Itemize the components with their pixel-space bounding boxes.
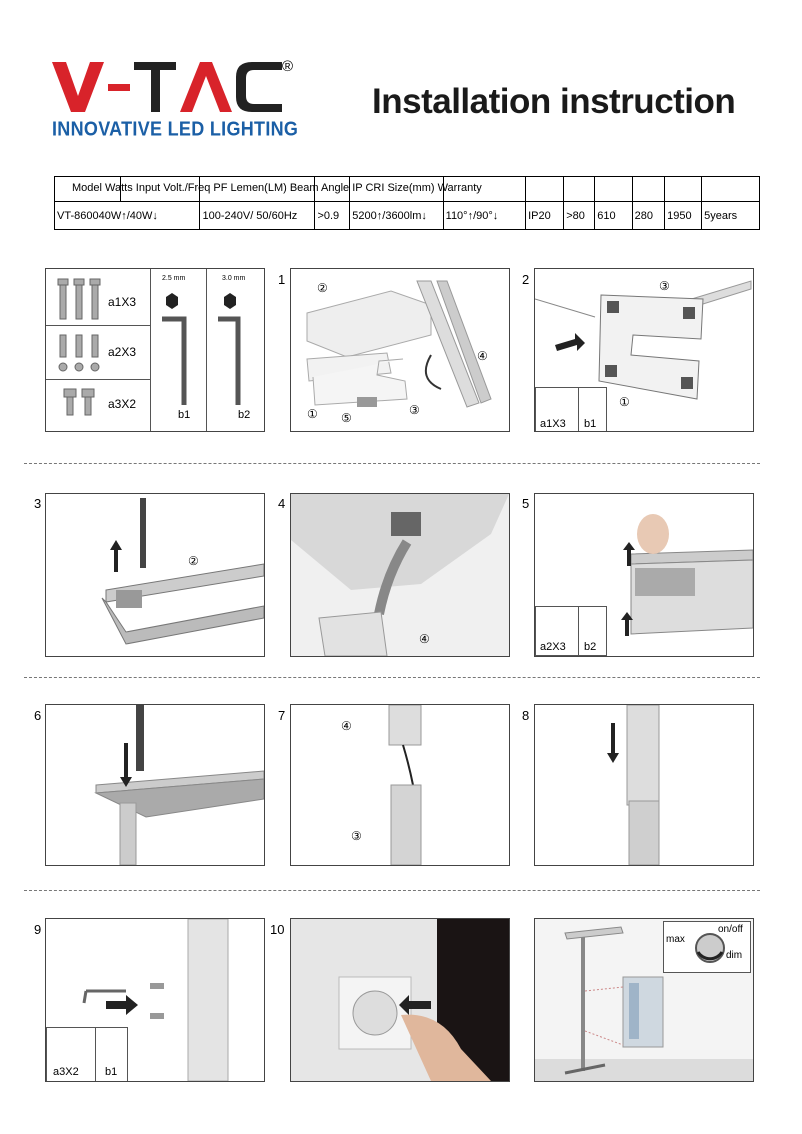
plug-socket-illustration [291, 919, 509, 1081]
callout-5: ⑤ [341, 411, 352, 425]
dimmer-inset [663, 921, 751, 973]
dimmer-onoff-label: on/off [718, 924, 743, 935]
step-6-panel [45, 704, 265, 866]
spec-ip: IP20 [526, 202, 564, 230]
step-8-number: 8 [522, 708, 530, 723]
callout-2: ② [317, 281, 328, 295]
callout-4: ④ [419, 632, 430, 646]
step-5-part-screw: a2X3 [540, 641, 566, 653]
step-9-parts [46, 1027, 128, 1082]
divider [24, 890, 760, 891]
frame-top-illustration [46, 705, 264, 865]
spec-size-h: 1950 [665, 202, 702, 230]
step-2-panel [534, 268, 754, 432]
callout-3: ③ [659, 279, 670, 293]
step-2-parts [535, 387, 607, 432]
connector-illustration [291, 494, 509, 656]
callout-4: ④ [341, 719, 352, 733]
callout-3: ③ [409, 403, 420, 417]
spec-pf: >0.9 [315, 202, 350, 230]
callout-4: ④ [477, 349, 488, 363]
final-lamp-panel [534, 918, 754, 1082]
step-1-number: 1 [278, 272, 286, 287]
spec-model: VT-860040W↑/40W↓ [55, 202, 200, 230]
step-5-parts [535, 606, 607, 656]
step-2-part-key: b1 [584, 418, 597, 430]
parts-list-panel [45, 268, 265, 432]
spec-header: Model Watts Input Volt./Freq PF Lemen(LM) Beam Angle IP CRI Size(mm) Warranty [72, 182, 482, 194]
step-10-panel [290, 918, 510, 1082]
spec-cri: >80 [564, 202, 595, 230]
part-a2: a2X3 [108, 345, 137, 359]
part-a1: a1X3 [108, 295, 137, 309]
allen-key-icon [158, 285, 258, 409]
spec-size-w: 280 [632, 202, 665, 230]
spec-size-l: 610 [595, 202, 632, 230]
step-9-part-screw: a3X2 [53, 1066, 79, 1078]
screw-medium-icon [52, 331, 106, 375]
step-10-number: 10 [270, 922, 285, 937]
spec-volt: 100-240V/ 50/60Hz [200, 202, 315, 230]
page-title: Installation instruction [372, 82, 736, 121]
divider [24, 677, 760, 678]
spec-beam: 110°↑/90°↓ [443, 202, 525, 230]
step-5-panel [534, 493, 754, 657]
brand-logo [52, 62, 282, 114]
frame-screw-illustration [46, 494, 264, 656]
part-a3: a3X2 [108, 397, 137, 411]
pole-connect-illustration [291, 705, 509, 865]
callout-3: ③ [351, 829, 362, 843]
callout-2: ② [188, 554, 199, 568]
key1-size: 2.5 mm [162, 275, 186, 282]
key1-label: b1 [178, 409, 191, 421]
pole-slide-illustration [535, 705, 753, 865]
step-1-panel [290, 268, 510, 432]
screw-long-icon [54, 277, 104, 321]
dimmer-dim-label: dim [726, 950, 743, 961]
step-7-number: 7 [278, 708, 286, 723]
spec-lumen: 5200↑/3600lm↓ [350, 202, 443, 230]
step-7-panel [290, 704, 510, 866]
step-5-number: 5 [522, 496, 530, 511]
step-8-panel [534, 704, 754, 866]
callout-1: ① [307, 407, 318, 421]
spec-warranty: 5years [702, 202, 760, 230]
step-4-panel [290, 493, 510, 657]
step-4-number: 4 [278, 496, 286, 511]
step-3-panel [45, 493, 265, 657]
step-5-part-key: b2 [584, 641, 597, 653]
brand-tagline: INNOVATIVE LED LIGHTING [52, 117, 299, 140]
dimmer-knob-icon [692, 930, 728, 966]
screw-short-icon [60, 387, 100, 421]
step-9-part-key: b1 [105, 1066, 118, 1078]
key2-label: b2 [238, 409, 251, 421]
step-2-part-screw: a1X3 [540, 418, 566, 430]
callout-1: ① [619, 395, 630, 409]
divider [24, 463, 760, 464]
key2-size: 3.0 mm [222, 275, 246, 282]
step-3-number: 3 [34, 496, 42, 511]
step-9-number: 9 [34, 922, 42, 937]
dimmer-max-label: max [666, 934, 685, 945]
step-2-number: 2 [522, 272, 530, 287]
step-9-panel [45, 918, 265, 1082]
step-6-number: 6 [34, 708, 42, 723]
registered-mark: ® [282, 58, 294, 75]
